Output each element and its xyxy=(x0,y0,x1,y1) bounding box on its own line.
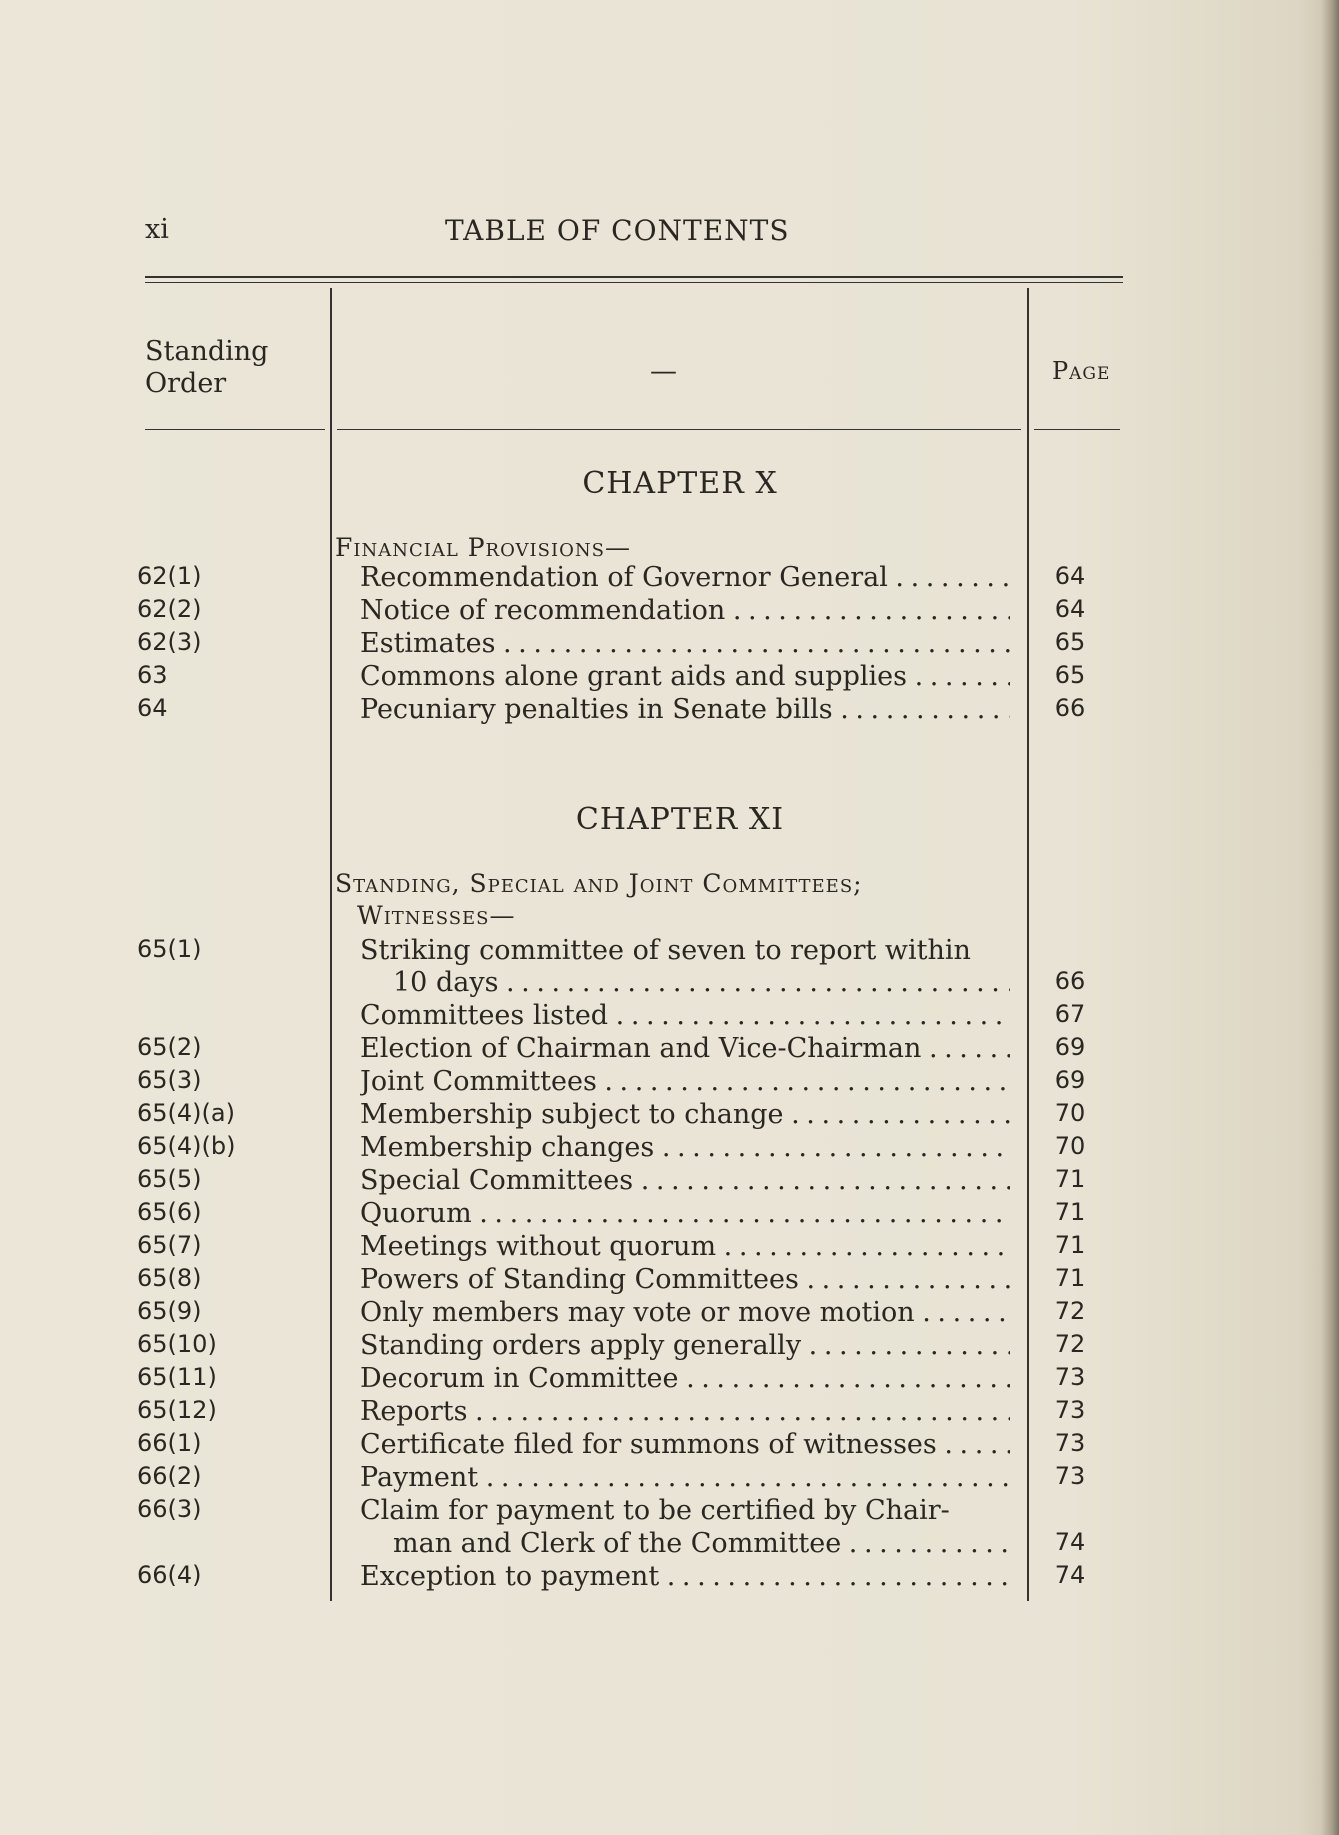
top-rule-second xyxy=(145,282,1123,283)
standing-order-number: 62(2) xyxy=(137,595,202,623)
page-ref: 67 xyxy=(1054,1000,1086,1028)
toc-entry-link[interactable]: Quorum . . . xyxy=(360,1198,1010,1229)
toc-entry-link[interactable]: Election of Chairman and Vice-Chairman . . . xyxy=(360,1033,1010,1064)
toc-row xyxy=(0,967,1339,1001)
page-ref: 69 xyxy=(1054,1033,1086,1061)
toc-entry-link[interactable]: Reports . . . xyxy=(360,1396,1010,1427)
section-heading-line: Standing, Special and Joint Committees; xyxy=(335,869,863,898)
standing-order-number: 65(8) xyxy=(137,1264,202,1292)
toc-entry-link[interactable]: Meetings without quorum . . . xyxy=(360,1231,1010,1262)
standing-order-number: 66(1) xyxy=(137,1429,202,1457)
standing-order-number: 65(5) xyxy=(137,1165,202,1193)
section-heading xyxy=(335,532,1035,564)
standing-order-number: 66(2) xyxy=(137,1462,202,1490)
standing-order-number: 65(4)(a) xyxy=(137,1099,235,1127)
toc-row xyxy=(0,1198,1339,1232)
page-ref: 69 xyxy=(1054,1066,1086,1094)
toc-entry-link[interactable]: Powers of Standing Committees . . . xyxy=(360,1264,1010,1295)
toc-entry-link[interactable]: Membership changes . . . xyxy=(360,1132,1010,1163)
standing-order-number: 63 xyxy=(137,661,168,689)
toc-row xyxy=(0,694,1339,728)
toc-entry-link[interactable]: Estimates . . . xyxy=(360,628,1010,659)
column-heading-line: Order xyxy=(145,368,227,399)
standing-order-number: 62(1) xyxy=(137,562,202,590)
chapter-title: CHAPTER X xyxy=(582,466,778,501)
toc-row xyxy=(0,1033,1339,1067)
page-ref: 70 xyxy=(1054,1099,1086,1127)
toc-row xyxy=(0,628,1339,662)
toc-entry-link[interactable]: Recommendation of Governor General . . . xyxy=(360,562,1010,593)
standing-order-number: 66(3) xyxy=(137,1495,202,1523)
running-title: TABLE OF CONTENTS xyxy=(445,214,790,247)
toc-entry-link[interactable]: Special Committees . . . xyxy=(360,1165,1010,1196)
page-ref: 66 xyxy=(1054,694,1086,722)
toc-row xyxy=(0,1231,1339,1265)
toc-entry-link[interactable]: man and Clerk of the Committee . . . xyxy=(393,1528,1010,1559)
page-ref: 73 xyxy=(1054,1429,1086,1457)
standing-order-number: 66(4) xyxy=(137,1561,202,1589)
toc-row xyxy=(0,595,1339,629)
toc-entry-link[interactable]: Joint Committees . . . xyxy=(360,1066,1010,1097)
column-heading-standing-order xyxy=(145,336,268,400)
page-ref: 72 xyxy=(1054,1330,1086,1358)
standing-order-number: 65(1) xyxy=(137,935,202,963)
page-ref: 64 xyxy=(1054,562,1086,590)
toc-row xyxy=(0,1066,1339,1100)
toc-entry-link[interactable]: 10 days . . . xyxy=(393,967,1010,998)
page-ref: 71 xyxy=(1054,1165,1086,1193)
toc-row xyxy=(0,1462,1339,1496)
toc-row xyxy=(0,1165,1339,1199)
page-ref: 74 xyxy=(1054,1561,1086,1589)
toc-entry-link[interactable]: Standing orders apply generally . . . xyxy=(360,1330,1010,1361)
toc-entry-link[interactable]: Exception to payment . . . xyxy=(360,1561,1010,1592)
toc-entry-link[interactable]: Decorum in Committee . . . xyxy=(360,1363,1010,1394)
heading-rule-left xyxy=(145,429,325,430)
toc-entry-link[interactable]: Only members may vote or move motion . . . xyxy=(360,1297,1010,1328)
standing-order-number: 64 xyxy=(137,694,168,722)
page-ref: 71 xyxy=(1054,1198,1086,1226)
toc-row xyxy=(0,1363,1339,1397)
page-ref: 65 xyxy=(1054,628,1086,656)
heading-rule-right xyxy=(1034,429,1120,430)
toc-row xyxy=(0,562,1339,596)
toc-row xyxy=(0,1495,1339,1529)
toc-row xyxy=(0,1297,1339,1331)
toc-row xyxy=(0,1099,1339,1133)
toc-row xyxy=(0,1528,1339,1562)
toc-entry-link[interactable]: Striking committee of seven to report within xyxy=(360,935,971,966)
toc-row xyxy=(0,1264,1339,1298)
page-ref: 65 xyxy=(1054,661,1086,689)
toc-entry-link[interactable]: Pecuniary penalties in Senate bills . . . xyxy=(360,694,1010,725)
page-ref: 73 xyxy=(1054,1462,1086,1490)
toc-entry-link[interactable]: Membership subject to change . . . xyxy=(360,1099,1010,1130)
toc-row xyxy=(0,1429,1339,1463)
page-ref: 72 xyxy=(1054,1297,1086,1325)
section-heading-line: Witnesses— xyxy=(357,901,516,930)
section-heading xyxy=(335,868,1035,932)
toc-row xyxy=(0,935,1339,969)
standing-order-number: 65(10) xyxy=(137,1330,217,1358)
toc-row xyxy=(0,661,1339,695)
page-ref: 66 xyxy=(1054,967,1086,995)
toc-row xyxy=(0,1132,1339,1166)
standing-order-number: 65(12) xyxy=(137,1396,217,1424)
page-ref: 71 xyxy=(1054,1264,1086,1292)
toc-entry-link[interactable]: Claim for payment to be certified by Chair- xyxy=(360,1495,950,1526)
standing-order-number: 65(9) xyxy=(137,1297,202,1325)
section-heading-line: Financial Provisions— xyxy=(335,533,631,562)
standing-order-number: 62(3) xyxy=(137,628,202,656)
page-ref: 70 xyxy=(1054,1132,1086,1160)
page-ref: 73 xyxy=(1054,1363,1086,1391)
toc-entry-link[interactable]: Notice of recommendation . . . xyxy=(360,595,1010,626)
toc-row xyxy=(0,1000,1339,1034)
toc-entry-link[interactable]: Payment . . . xyxy=(360,1462,1010,1493)
toc-row xyxy=(0,1330,1339,1364)
running-header xyxy=(145,214,1125,254)
standing-order-number: 65(6) xyxy=(137,1198,202,1226)
page-ref: 64 xyxy=(1054,595,1086,623)
standing-order-number: 65(11) xyxy=(137,1363,217,1391)
top-rule xyxy=(145,276,1123,278)
standing-order-number: 65(3) xyxy=(137,1066,202,1094)
heading-rule-middle xyxy=(337,429,1021,430)
toc-entry-link[interactable]: Committees listed . . . xyxy=(360,1000,1010,1031)
toc-row xyxy=(0,1561,1339,1595)
column-heading-title: — xyxy=(650,356,677,387)
toc-row xyxy=(0,1396,1339,1430)
column-heading-line: Standing xyxy=(145,336,269,367)
toc-entry-link[interactable]: Certificate filed for summons of witnesses . . . xyxy=(360,1429,1010,1460)
standing-order-number: 65(7) xyxy=(137,1231,202,1259)
chapter-title: CHAPTER XI xyxy=(575,802,785,837)
standing-order-number: 65(2) xyxy=(137,1033,202,1061)
column-heading-page: Page xyxy=(1052,357,1111,385)
page-number: xi xyxy=(145,214,169,245)
page-ref: 73 xyxy=(1054,1396,1086,1424)
page-ref: 74 xyxy=(1054,1528,1086,1556)
toc-entry-link[interactable]: Commons alone grant aids and supplies . . . xyxy=(360,661,1010,692)
standing-order-number: 65(4)(b) xyxy=(137,1132,236,1160)
page-ref: 71 xyxy=(1054,1231,1086,1259)
